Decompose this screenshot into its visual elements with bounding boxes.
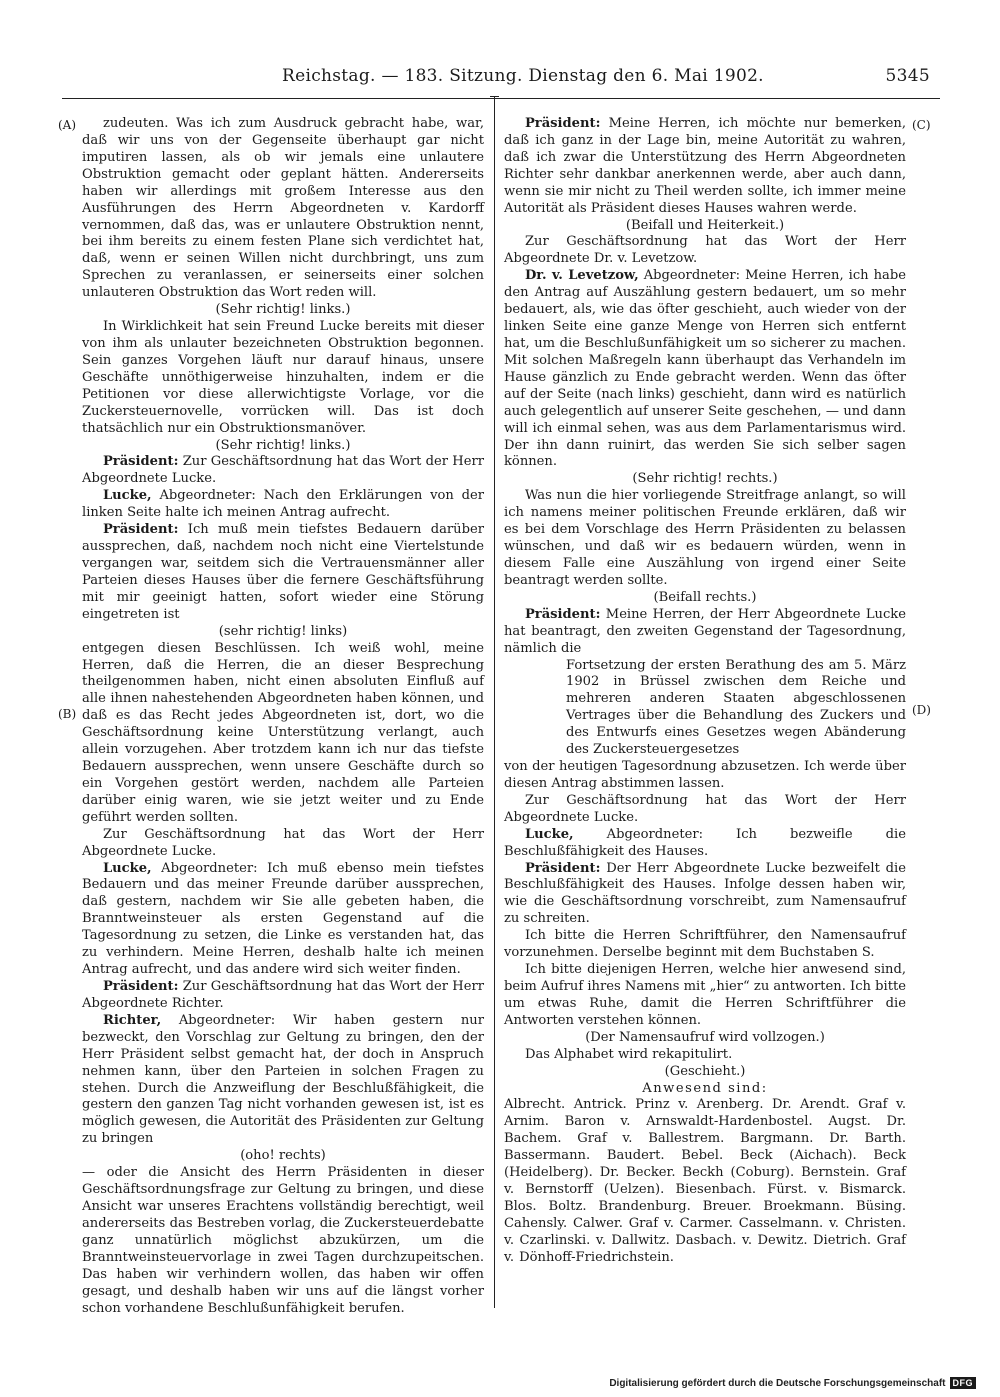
margin-marker-b: (B)	[58, 707, 77, 721]
paragraph-text: Der Herr Abgeordnete Lucke bezweifelt die Beschlußfähigkeit des Hauses. Infolge dessen haben wir, wie die Geschäftsordnung vorschreibt, zum Namensaufruf zu schreiten.	[504, 860, 906, 927]
speaker-name: Präsident:	[102, 454, 179, 470]
margin-marker-a: (A)	[58, 118, 77, 132]
paragraph-text: In Wirklichkeit hat sein Freund Lucke bereits mit dieser von ihm als unlauter bezeichneten Obstruktion begonnen. Sein ganzes Vorgehen läuft nur darauf hinaus, unsere Geschäfte unnöthigerweise hinzuhalten, indem er die Petitionen vor diese allerwichtigste Vorlage, vor die Zuckersteuernovelle, vorrücken will. Das ist doch thatsächlich nur ein Obstruktionsmanöver.	[82, 319, 484, 436]
paragraph-text: Anwesend sind:	[642, 1080, 768, 1096]
paragraph	[504, 1047, 906, 1064]
paragraph-text: Das Alphabet wird rekapitulirt.	[524, 1046, 733, 1062]
paragraph-text: (Der Namensaufruf wird vollzogen.)	[585, 1029, 825, 1045]
speech-paragraph	[504, 827, 906, 861]
speaker-name: Lucke,	[102, 860, 152, 876]
paragraph-text: Abgeordneter: Ich muß ebenso mein tiefstes Bedauern und das meiner Freunde darüber aussprechen, daß gestern, nachdem wir Sie alle gebeten haben, die Branntweinsteuer als ersten Gegenstand auf die Tagesordnung zu setzen, die Linke es verstanden hat, das zu verhindern. Meine Herren, deshalb halte ich meinen Antrag aufrecht, und das andere wird sich weiter finden.	[82, 860, 484, 978]
stage-direction	[82, 624, 484, 641]
page-title: Reichstag. — 183. Sitzung. Dienstag den 6. Mai 1902.	[282, 66, 764, 86]
speech-paragraph	[82, 522, 484, 624]
paragraph-text: — oder die Ansicht des Herrn Präsidenten in dieser Geschäftsordnungsfrage zur Geltung zu bringen, und diese Ansicht war unseres Erachtens vollständig berechtigt, weil andererseits das Bestreben vorlag, die Zuckersteuerdebatte ganz unnatürlich möglichst abzukürzen, um die Branntweinsteuervorlage in zwei Tagen durchzupeitschen. Das haben wir verhindern wollen, das haben wir offen gesagt, und deshalb haben wir uns auf die längst vorher schon vorhandene Beschlußunfähigkeit berufen.	[82, 1165, 484, 1316]
speaker-name: Lucke,	[524, 826, 574, 842]
paragraph	[82, 827, 484, 861]
speaker-name: Richter,	[102, 1012, 162, 1028]
paragraph-text: Zur Geschäftsordnung hat das Wort der Herr Abgeordnete Dr. v. Levetzow.	[504, 234, 906, 267]
left-column	[82, 116, 484, 1317]
paragraph	[82, 641, 484, 827]
paragraph-text: Meine Herren, ich möchte nur bemerken, daß ich ganz in der Lage bin, meine Autorität zu wahren, daß ich zwar die Unterstützung des Herrn Abgeordneten Richter sehr dankbar anerkennen werde, aber auch dann, wenn sie mir nicht zu Theil werden sollte, ich immer meine Autorität als Präsident dieses Hauses wahren werde.	[504, 116, 906, 216]
paragraph-text: (Sehr richtig! links.)	[215, 302, 351, 318]
paragraph-text: Ich bitte diejenigen Herren, welche hier anwesend sind, beim Aufruf ihres Namens mit „hier“ zu antworten. Ich bitte um etwas Ruhe, damit die Herren Schriftführer die Antworten verstehen können.	[504, 962, 906, 1028]
paragraph-text: Zur Geschäftsordnung hat das Wort der Herr Abgeordnete Lucke.	[82, 454, 484, 487]
paragraph	[504, 928, 906, 962]
paragraph-text: von der heutigen Tagesordnung abzusetzen. Ich werde über diesen Antrag abstimmen lassen.	[504, 759, 906, 791]
paragraph-text: (Sehr richtig! rechts.)	[632, 471, 778, 487]
page-number: 5345	[885, 66, 930, 86]
speaker-name: Präsident:	[102, 979, 179, 995]
speech-paragraph	[504, 268, 906, 471]
speaker-name: Lucke,	[102, 488, 152, 504]
footer-text: Digitalisierung gefördert durch die Deutsche Forschungsgemeinschaft	[609, 1377, 946, 1389]
margin-marker-c: (C)	[912, 118, 931, 132]
speech-paragraph	[82, 488, 484, 522]
speaker-name: Präsident:	[524, 860, 601, 876]
paragraph-text: Abgeordneter: Ich bezweifle die Beschlußfähigkeit des Hauses.	[504, 826, 906, 859]
speech-paragraph	[82, 454, 484, 488]
paragraph-text: Ich bitte die Herren Schriftführer, den Namensaufruf vorzunehmen. Derselbe beginnt mit dem Buchstaben S.	[504, 928, 906, 961]
paragraph	[82, 1165, 484, 1317]
margin-marker-d: (D)	[912, 703, 931, 717]
paragraph	[504, 1097, 906, 1266]
paragraph-text: Zur Geschäftsordnung hat das Wort der Herr Abgeordnete Richter.	[82, 979, 484, 1011]
paragraph-text: Albrecht. Antrick. Prinz v. Arenberg. Dr. Arendt. Graf v. Arnim. Baron v. Arnswaldt-Hardenbostel. Augst. Dr. Bachem. Graf v. Ballestrem. Bargmann. Dr. Barth. Bassermann. Baudert. Bebel. Beck (Aichach). Beck (Heidelberg). Dr. Becker. Beckh (Coburg). Bernstein. Graf v. Bernstorff (Uelzen). Biesenbach. Fürst. v. Bismarck. Blos. Boltz. Brandenburg. Breuer. Broekmann. Büsing. Cahensly. Calwer. Graf v. Carmer. Casselmann. v. Christen. v. Czarlinski. v. Dallwitz. Dasbach. v. Dewitz. Dietrich. Graf v. Dönhoff-Friedrichstein.	[504, 1097, 906, 1265]
paragraph-text: Fortsetzung der ersten Berathung des am 5. März 1902 in Brüssel zwischen dem Reiche und mehreren anderen Staaten abgeschlossenen Vertrages über die Behandlung des Zuckers und des Entwurfs eines Gesetzes wegen Abänderung des Zuckersteuergesetzes	[566, 657, 906, 758]
paragraph-text: (Sehr richtig! links.)	[215, 437, 351, 453]
paragraph-text: (Geschieht.)	[664, 1063, 746, 1079]
paragraph-text: Abgeordneter: Meine Herren, ich habe den Antrag auf Auszählung gestern bedauert, um so mehr bedauert, als, wie das öfter geschieht, auch wieder von der linken Seite eine ganze Menge von Herren sich entfernt hat, um die Beschlußunfähigkeit um so sicherer zu machen. Mit solchen Maßregeln kann überhaupt das Verhandeln im Hause gänzlich zu Ende gebracht werden. Wenn das öfter auf der Seite (nach links) geschieht, dann wird es natürlich auch gelegentlich auf unserer Seite geschehen, — und dann will ich einmal sehen, was aus dem Parlamentarismus wird. Der ihn dann ruinirt, das werden Sie sich selber sagen können.	[504, 268, 906, 470]
stage-direction	[504, 590, 906, 607]
stage-direction	[504, 1081, 906, 1098]
paragraph-text: (Beifall rechts.)	[653, 589, 757, 605]
paragraph-text: (sehr richtig! links)	[218, 623, 348, 639]
stage-direction	[504, 1064, 906, 1081]
speech-paragraph	[504, 607, 906, 658]
paragraph-text: entgegen diesen Beschlüssen. Ich weiß wohl, meine Herren, daß die Herren, die an dieser Besprechung theilgenommen haben, nicht einen absoluten Einfluß auf alle ihnen nahestehenden Abgeordneten haben können, und daß es das Recht jedes Abgeordneten ist, dort, wo die Geschäftsordnung keine Unterstützung verlangt, auch allein vorzugehen. Aber trotzdem kann ich nur das tiefste Bedauern aussprechen, wenn unsere Geschäfte durch so ein Vorgehen gestört werden, nachdem alle Parteien darüber einig waren, wie sie jetzt weiter und zu Ende geführt werden sollten.	[82, 640, 484, 825]
paragraph-text: Meine Herren, der Herr Abgeordnete Lucke hat beantragt, den zweiten Gegenstand der Tagesordnung, nämlich die	[504, 606, 906, 656]
stage-direction	[504, 1030, 906, 1047]
header-rule	[62, 98, 940, 99]
paragraph	[504, 793, 906, 827]
column-divider-notch	[490, 96, 499, 97]
paragraph-text: Ich muß mein tiefstes Bedauern darüber aussprechen, daß, nachdem noch nicht eine Viertelstunde vergangen war, seitdem sich die Vertrauensmänner aller Parteien dieses Hauses über die fernere Geschäftsführung mit mir geeinigt hatten, sofort wieder eine Störung eingetreten ist	[82, 522, 484, 622]
paragraph	[504, 962, 906, 1030]
paragraph-text: zudeuten. Was ich zum Ausdruck gebracht habe, war, daß wir uns von der Gegenseite überhaupt gar nicht imputiren lassen, als ob wir jemals eine unlautere Obstruktion gemacht oder geplant hätten. Andererseits haben wir allerdings mit großem Interesse aus den Ausführungen des Herrn Abgeordneten v. Kardorff vernommen, daß das, was er unlautere Obstruktion nennt, bei ihm bereits zu einem festen Plane sich verdichtet hat, daß, wenn er seinen Willen nicht durchbringt, uns zum Sprechen zu veranlassen, er seinerseits einer solchen unlauteren Obstruktion das Wort reden will.	[82, 116, 484, 301]
page-header	[282, 66, 930, 92]
paragraph-text: (Beifall und Heiterkeit.)	[625, 217, 785, 233]
stage-direction	[82, 1148, 484, 1165]
speech-paragraph	[82, 1013, 484, 1148]
footer	[609, 1377, 976, 1389]
dfg-logo-icon: DFG	[950, 1377, 977, 1389]
speaker-name: Präsident:	[102, 522, 179, 538]
stage-direction	[504, 218, 906, 235]
paragraph	[504, 658, 906, 760]
paragraph	[504, 488, 906, 590]
paragraph-text: (oho! rechts)	[240, 1148, 326, 1164]
paragraph	[504, 759, 906, 793]
column-divider	[494, 96, 495, 1308]
paragraph-text: Was nun die hier vorliegende Streitfrage anlangt, so will ich namens meiner politischen Freunde erklären, daß wir es bei dem Vorschlage des Herrn Präsidenten zu belassen wünschen, und daß wir es bedauern würden, wenn in diesem Falle eine Auszählung von irgend einer Seite beantragt werden sollte.	[504, 488, 906, 588]
paragraph-text: Zur Geschäftsordnung hat das Wort der Herr Abgeordnete Lucke.	[82, 826, 484, 859]
speech-paragraph	[504, 861, 906, 929]
paragraph-text: Abgeordneter: Wir haben gestern nur bezweckt, den Vorschlag zur Geltung zu bringen, den der Herr Präsident selbst gemacht hat, der doch in Anspruch nehmen kann, über den Parteien in solchen Fragen zu stehen. Durch die Anzweiflung der Beschlußfähigkeit, die gestern den ganzen Tag nicht vorhanden gewesen ist, ist es möglich gewesen, die Autorität des Präsidenten zur Geltung zu bringen	[82, 1012, 484, 1147]
speaker-name: Präsident:	[524, 116, 601, 131]
speech-paragraph	[82, 979, 484, 1013]
paragraph	[82, 116, 484, 302]
speech-paragraph	[82, 861, 484, 979]
stage-direction	[82, 302, 484, 319]
stage-direction	[504, 471, 906, 488]
speaker-name: Dr. v. Levetzow,	[524, 268, 639, 284]
paragraph	[504, 234, 906, 268]
speaker-name: Präsident:	[524, 606, 601, 622]
stage-direction	[82, 438, 484, 455]
right-column	[504, 116, 906, 1267]
paragraph	[82, 319, 484, 437]
paragraph-text: Abgeordneter: Nach den Erklärungen von der linken Seite halte ich meinen Antrag aufrecht.	[82, 488, 485, 521]
speech-paragraph	[504, 116, 906, 218]
paragraph-text: Zur Geschäftsordnung hat das Wort der Herr Abgeordnete Lucke.	[504, 792, 906, 825]
